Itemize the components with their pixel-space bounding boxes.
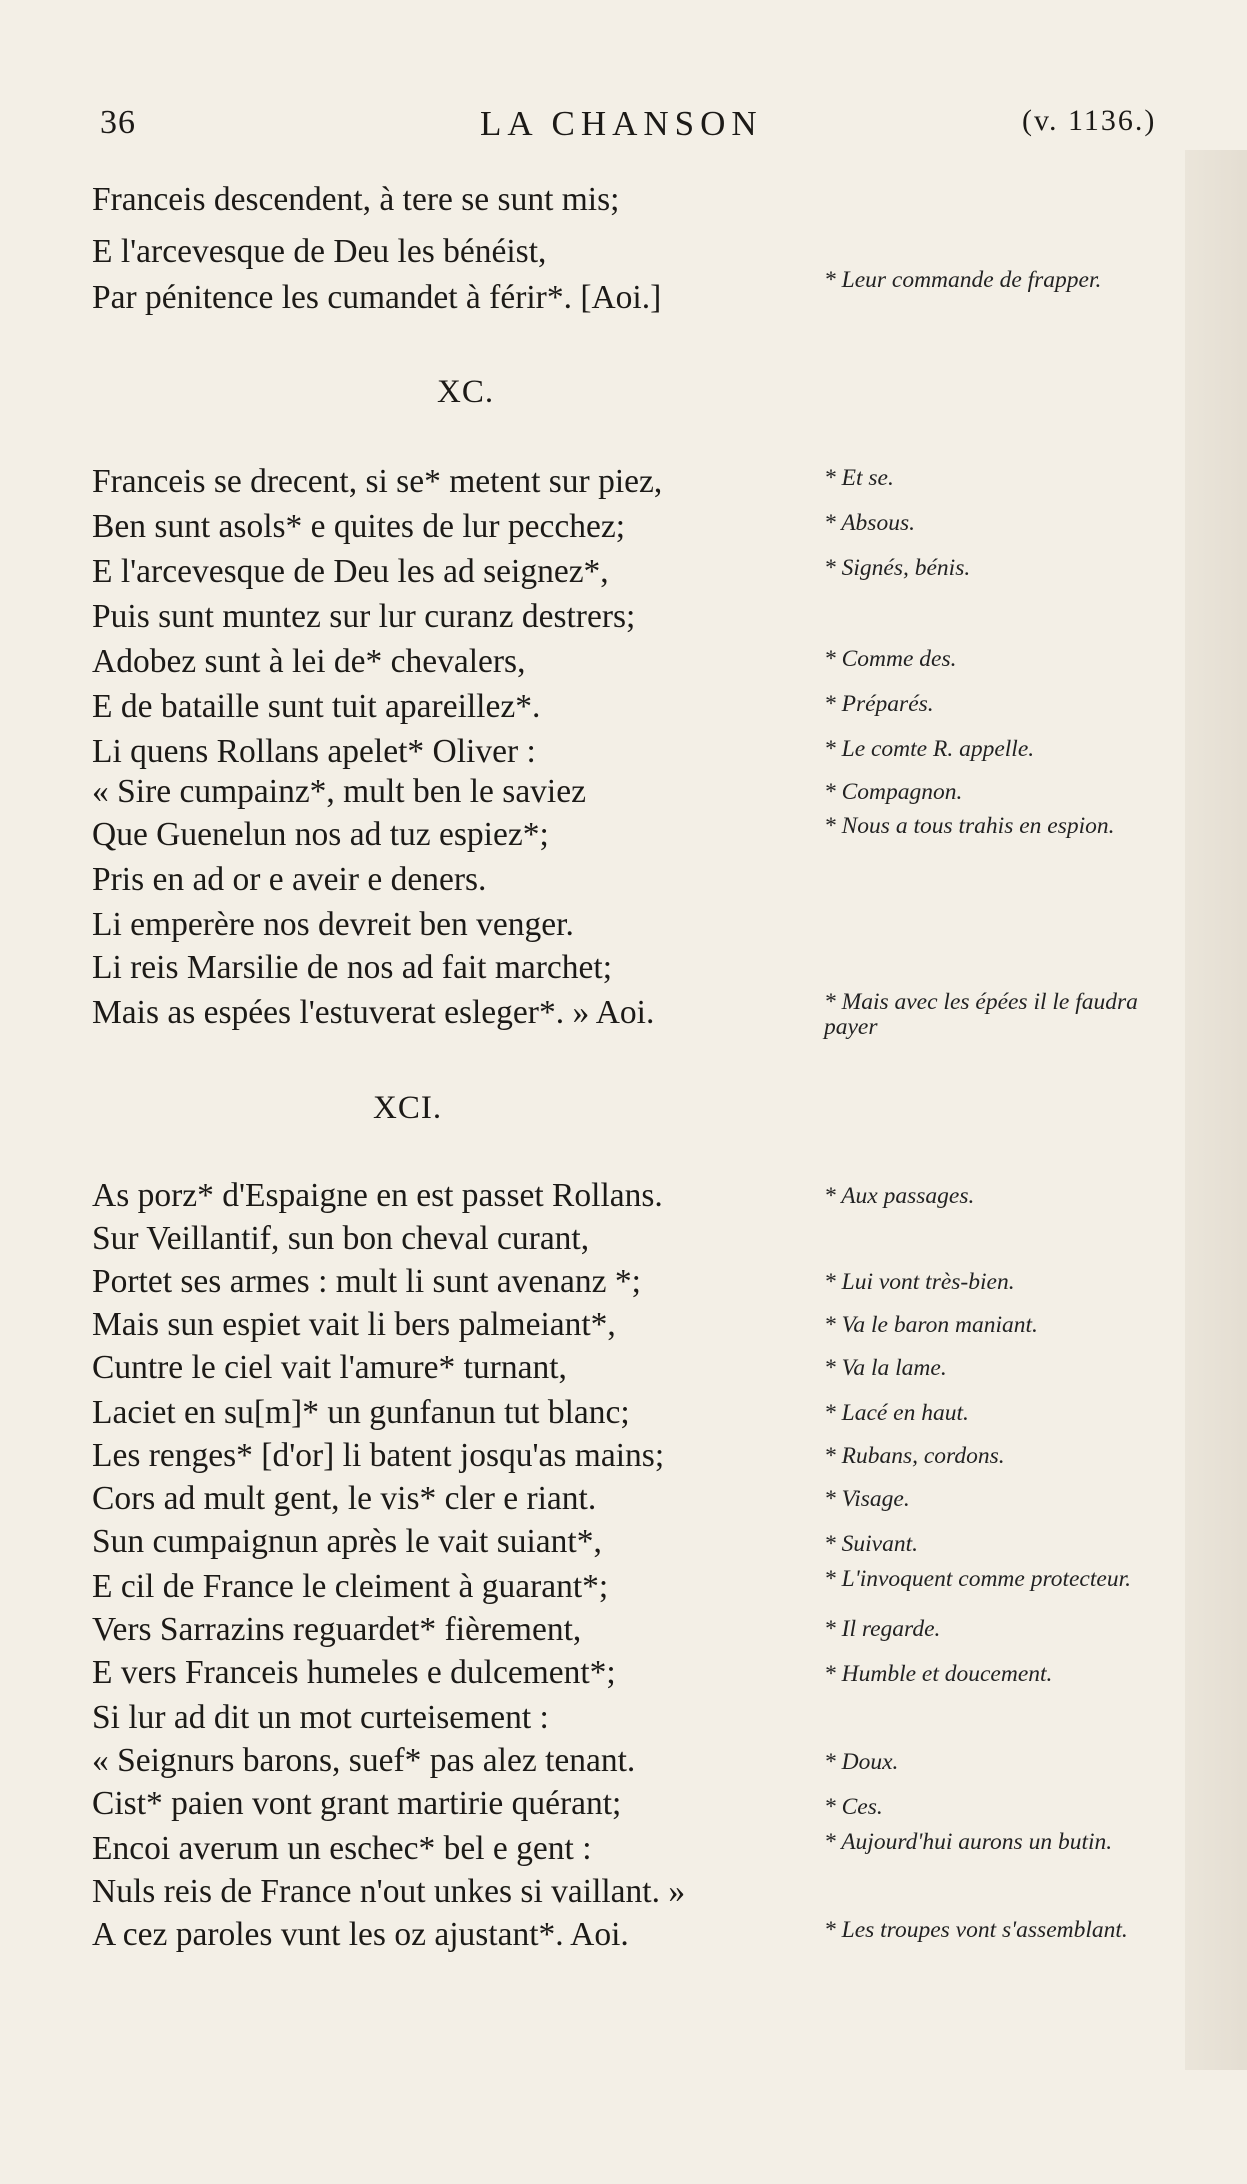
gloss-note: * Va le baron maniant. (824, 1312, 1038, 1338)
gloss-note: * Suivant. (824, 1531, 918, 1557)
gloss-note: * Nous a tous trahis en espion. (824, 813, 1115, 839)
gloss-note: * L'invoquent comme protecteur. (824, 1566, 1131, 1592)
gloss-note: * Lacé en haut. (824, 1400, 969, 1426)
verse-line: Adobez sunt à lei de* chevalers, (92, 643, 526, 680)
gloss-note: * Signés, bénis. (824, 555, 971, 581)
gloss-note: * Le comte R. appelle. (824, 736, 1035, 762)
gloss-note: * Les troupes vont s'assemblant. (824, 1917, 1128, 1943)
verse-line: E vers Franceis humeles e dulcement*; (92, 1654, 616, 1691)
gloss-note: * Compagnon. (824, 779, 963, 805)
verse-line: E cil de France le cleiment à guarant*; (92, 1568, 609, 1605)
verse-line: E de bataille sunt tuit apareillez*. (92, 688, 541, 725)
gloss-note: * Mais avec les épées il le faudra payer (824, 989, 1138, 1040)
gloss-note: * Ces. (824, 1794, 883, 1820)
gloss-note: * Doux. (824, 1749, 899, 1775)
verse-line: Mais as espées l'estuverat esleger*. » Aoi. (92, 994, 655, 1031)
verse-line: Nuls reis de France n'out unkes si vaillant. » (92, 1873, 686, 1910)
verse-line: Cuntre le ciel vait l'amure* turnant, (92, 1349, 567, 1386)
verse-line: Que Guenelun nos ad tuz espiez*; (92, 816, 549, 853)
verse-line: Li reis Marsilie de nos ad fait marchet; (92, 949, 613, 986)
verse-line: Sun cumpaignun après le vait suiant*, (92, 1523, 602, 1560)
verse-line: Vers Sarrazins reguardet* fièrement, (92, 1611, 582, 1648)
verse-line: « Seignurs barons, suef* pas alez tenant. (92, 1742, 636, 1779)
verse-line: E l'arcevesque de Deu les bénéist, (92, 233, 547, 270)
verse-line: Ben sunt asols* e quites de lur pecchez; (92, 508, 626, 545)
verse-line: Pris en ad or e aveir e deners. (92, 861, 487, 898)
gloss-note: * Rubans, cordons. (824, 1443, 1005, 1469)
verse-line: Mais sun espiet vait li bers palmeiant*, (92, 1306, 616, 1343)
verse-line: Franceis se drecent, si se* metent sur piez, (92, 463, 663, 500)
verse-line: Cist* paien vont grant martirie quérant; (92, 1785, 622, 1822)
facing-page-bleed (1185, 150, 1247, 2070)
verse-line: As porz* d'Espaigne en est passet Rollans. (92, 1177, 663, 1214)
gloss-note: * Leur commande de frapper. (824, 267, 1102, 293)
verse-line: Sur Veillantif, sun bon cheval curant, (92, 1220, 590, 1257)
verse-line: Portet ses armes : mult li sunt avenanz *; (92, 1263, 641, 1300)
verse-line: Li quens Rollans apelet* Oliver : (92, 733, 536, 770)
verse-line: Encoi averum un eschec* bel e gent : (92, 1830, 592, 1867)
verse-line: Franceis descendent, à tere se sunt mis; (92, 181, 620, 218)
gloss-note: * Humble et doucement. (824, 1661, 1053, 1687)
verse-line: Cors ad mult gent, le vis* cler e riant. (92, 1480, 597, 1517)
verse-line: Les renges* [d'or] li batent josqu'as mains; (92, 1437, 665, 1474)
gloss-note: * Comme des. (824, 646, 957, 672)
verse-line: A cez paroles vunt les oz ajustant*. Aoi. (92, 1916, 629, 1953)
verse-line: E l'arcevesque de Deu les ad seignez*, (92, 553, 609, 590)
gloss-note: * Et se. (824, 465, 894, 491)
verse-line: Si lur ad dit un mot curteisement : (92, 1699, 549, 1736)
gloss-note: * Va la lame. (824, 1355, 947, 1381)
section-heading: XC. (437, 374, 495, 410)
verse-line: Laciet en su[m]* un gunfanun tut blanc; (92, 1394, 630, 1431)
gloss-note: * Il regarde. (824, 1616, 941, 1642)
gloss-note: * Aux passages. (824, 1183, 975, 1209)
verse-line: Li emperère nos devreit ben venger. (92, 906, 574, 943)
verse-line: « Sire cumpainz*, mult ben le saviez (92, 773, 586, 810)
gloss-note: * Aujourd'hui aurons un butin. (824, 1829, 1113, 1855)
gloss-note: * Visage. (824, 1486, 910, 1512)
gloss-note: * Préparés. (824, 691, 934, 717)
gloss-note: * Absous. (824, 510, 915, 536)
page-number: 36 (100, 104, 136, 141)
running-title: LA CHANSON (480, 104, 763, 143)
verse-line: Par pénitence les cumandet à férir*. [Aoi.] (92, 279, 662, 316)
section-heading: XCI. (373, 1090, 443, 1126)
gloss-note: * Lui vont très-bien. (824, 1269, 1015, 1295)
verse-line: Puis sunt muntez sur lur curanz destrers; (92, 598, 636, 635)
verse-reference: (v. 1136.) (1022, 104, 1157, 137)
